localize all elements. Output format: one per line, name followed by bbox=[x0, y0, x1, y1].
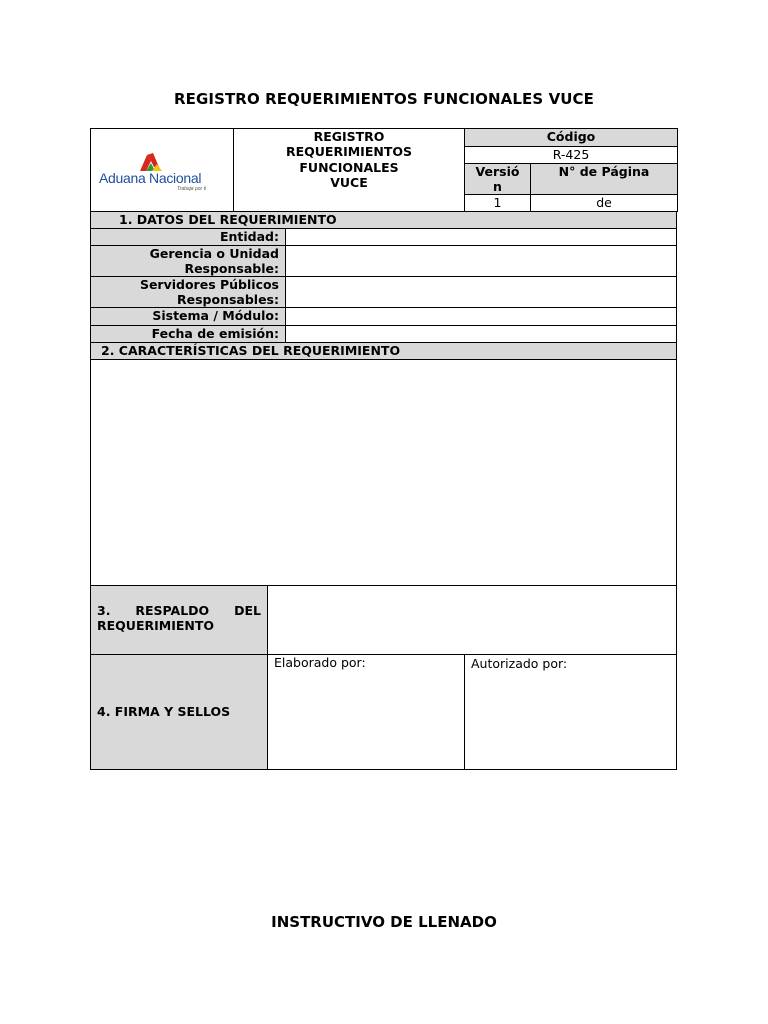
elaborado-cell[interactable] bbox=[267, 654, 465, 770]
form-title-line: REGISTRO bbox=[313, 129, 385, 144]
autorizado-cell[interactable] bbox=[464, 654, 677, 770]
sistema-input[interactable] bbox=[285, 307, 677, 326]
form-title-line: FUNCIONALES bbox=[299, 159, 399, 175]
pagina-label: N° de Página bbox=[530, 163, 678, 195]
form-title-line: VUCE bbox=[330, 175, 368, 191]
document-title: REGISTRO REQUERIMIENTOS FUNCIONALES VUCE bbox=[173, 90, 595, 108]
field-label-line: Responsable: bbox=[184, 261, 279, 276]
instructivo-title: INSTRUCTIVO DE LLENADO bbox=[271, 913, 497, 931]
section1-heading: 1. DATOS DEL REQUERIMIENTO bbox=[90, 211, 677, 229]
field-label-entidad bbox=[90, 228, 286, 246]
servidores-input[interactable] bbox=[285, 276, 677, 308]
respaldo-label bbox=[90, 585, 268, 655]
respaldo-label-line2: REQUERIMIENTO bbox=[97, 618, 214, 633]
respaldo-input[interactable] bbox=[267, 585, 677, 655]
fecha-input[interactable] bbox=[285, 325, 677, 343]
codigo-label: Código bbox=[464, 128, 678, 147]
version-value: 1 bbox=[464, 194, 531, 212]
gerencia-input[interactable] bbox=[285, 245, 677, 277]
field-label-line: Sistema / Módulo: bbox=[152, 308, 279, 323]
section2-heading: 2. CARACTERÍSTICAS DEL REQUERIMIENTO bbox=[90, 342, 677, 360]
elaborado-label: Elaborado por: bbox=[274, 655, 366, 670]
respaldo-word: RESPALDO bbox=[135, 603, 210, 618]
field-label-line: Responsables: bbox=[176, 292, 279, 307]
version-label-line: Versió bbox=[475, 164, 520, 179]
respaldo-label-line1 bbox=[97, 603, 261, 618]
logo-text: Aduana Nacional bbox=[99, 170, 202, 186]
pagina-value: de bbox=[530, 194, 678, 212]
codigo-value: R-425 bbox=[464, 146, 678, 164]
version-label-line: n bbox=[493, 179, 502, 194]
logo-cell bbox=[90, 128, 234, 212]
field-label-fecha bbox=[90, 325, 286, 343]
field-label-line: Gerencia o Unidad bbox=[149, 246, 279, 261]
field-label-servidores bbox=[90, 276, 286, 308]
entidad-input[interactable] bbox=[285, 228, 677, 246]
respaldo-word: DEL bbox=[234, 603, 261, 618]
field-label-line: Fecha de emisión: bbox=[151, 326, 279, 341]
caracteristicas-textarea[interactable] bbox=[90, 359, 677, 586]
logo-tagline: Trabaja por ti bbox=[177, 186, 207, 192]
field-label-line: Servidores Públicos bbox=[139, 277, 279, 292]
respaldo-word: 3. bbox=[97, 603, 111, 618]
form-title-cell bbox=[233, 128, 465, 212]
field-label-gerencia bbox=[90, 245, 286, 277]
autorizado-label: Autorizado por: bbox=[471, 656, 568, 671]
form-title-line: REQUERIMIENTOS bbox=[285, 144, 412, 160]
version-label bbox=[464, 163, 531, 195]
firma-label: 4. FIRMA Y SELLOS bbox=[90, 654, 268, 770]
field-label-sistema bbox=[90, 307, 286, 326]
field-label-line: Entidad: bbox=[219, 229, 279, 244]
